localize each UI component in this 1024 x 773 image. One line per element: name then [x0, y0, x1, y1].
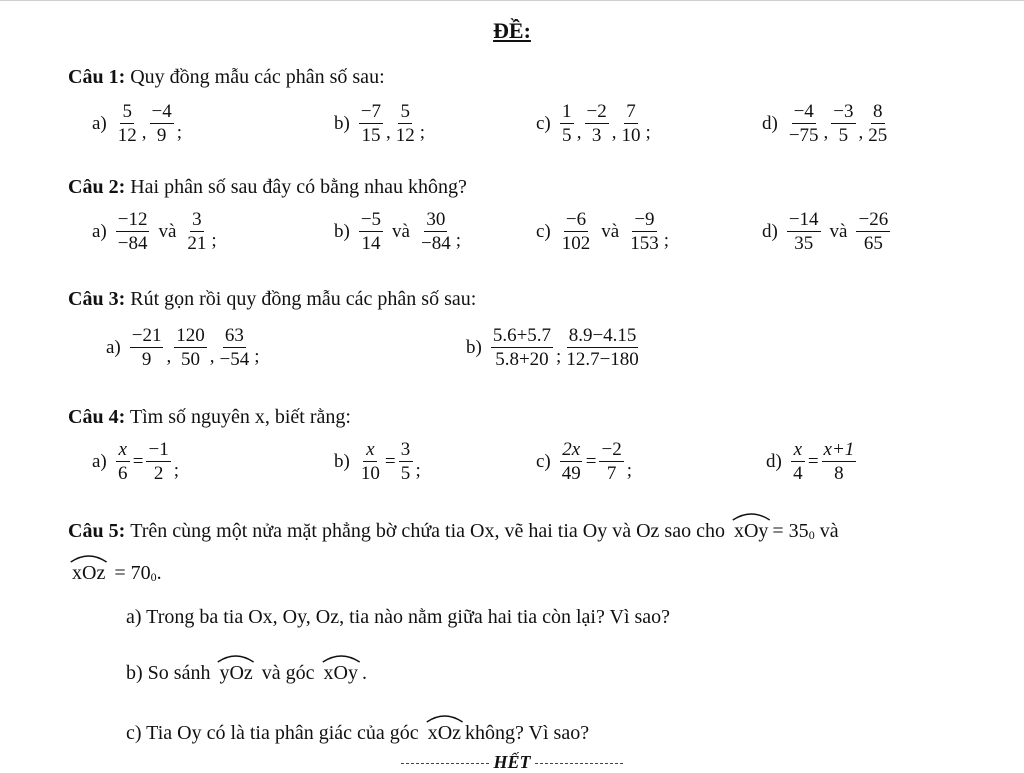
q5-b — [126, 662, 367, 685]
q5-c — [126, 722, 589, 745]
fraction — [791, 440, 805, 484]
q2-a — [92, 206, 219, 258]
fraction-denominator: 12.7−180 — [566, 349, 639, 370]
q1-label: Câu 1: — [68, 66, 126, 88]
q4-label: Câu 4: — [68, 406, 126, 428]
fraction-numerator: −12 — [117, 209, 148, 231]
item-label: b) — [334, 113, 350, 134]
angle-yoz — [217, 662, 254, 685]
fraction-denominator: 15 — [361, 125, 381, 146]
fraction-denominator: 8 — [834, 463, 844, 484]
q2-label: Câu 2: — [68, 176, 126, 198]
q4-text: Tìm số nguyên x, biết rằng: — [129, 406, 351, 428]
q1-c — [536, 98, 653, 150]
terminator: ; — [176, 122, 183, 143]
separator: , — [386, 122, 391, 143]
fraction-numerator: −14 — [788, 209, 819, 231]
item-label: a) — [92, 221, 107, 242]
q5-period: . — [156, 562, 162, 584]
angle-xoz-c-text: xOz — [427, 722, 462, 744]
fraction-numerator: −4 — [151, 101, 172, 123]
fraction-denominator: 49 — [561, 463, 581, 484]
fraction-denominator: −75 — [788, 125, 819, 146]
equals-sign: = — [132, 451, 144, 472]
separator: , — [858, 122, 864, 143]
fraction — [359, 210, 383, 254]
fraction — [419, 210, 453, 254]
q2-text: Hai phân số sau đây có bằng nhau không? — [130, 176, 467, 198]
item-label: b) — [466, 337, 482, 358]
fraction-denominator: 2 — [153, 463, 164, 484]
angle-xoy-text: xOy — [733, 520, 769, 542]
q5-label: Câu 5: — [68, 520, 126, 542]
fraction-numerator: x — [791, 440, 805, 462]
equals-sign: = — [384, 451, 396, 472]
fraction — [560, 210, 593, 254]
terminator: ; — [419, 122, 426, 143]
fraction — [116, 440, 130, 484]
fraction — [564, 326, 640, 370]
q4-a — [92, 436, 181, 488]
fraction-numerator: −21 — [131, 325, 162, 347]
fraction-numerator: −2 — [586, 101, 607, 123]
q5-c-end: không? Vì sao? — [465, 722, 590, 744]
item-label: d) — [766, 451, 782, 472]
item-label: d) — [762, 113, 778, 134]
q4-b — [334, 436, 423, 488]
fraction-numerator: x+1 — [823, 439, 855, 461]
fraction — [399, 440, 413, 484]
q4-c — [536, 436, 634, 488]
item-label: b) — [334, 221, 350, 242]
q3-heading — [68, 288, 476, 311]
fraction — [856, 210, 890, 254]
q3-label: Câu 3: — [68, 288, 126, 310]
fraction — [116, 102, 139, 146]
q2-b — [334, 206, 463, 258]
fraction — [560, 102, 574, 146]
q1-heading — [68, 66, 385, 89]
item-label: b) — [334, 451, 350, 472]
fraction-denominator: 3 — [591, 125, 602, 146]
q5-a: a) Trong ba tia Ox, Oy, Oz, tia nào nằm giữa hai tia còn lại? Vì sao? — [126, 606, 671, 628]
fraction — [831, 102, 855, 146]
fraction-numerator: x — [116, 440, 130, 462]
fraction — [787, 102, 821, 146]
q5-eq2: = 70 — [114, 562, 151, 584]
q2-c — [536, 206, 671, 258]
terminator: ; — [415, 460, 421, 481]
fraction-denominator: 5 — [562, 125, 572, 146]
q3-b — [466, 322, 642, 374]
fraction — [491, 326, 553, 370]
fraction-denominator: 9 — [156, 125, 167, 146]
q5-eq1: = 35 — [772, 520, 809, 542]
item-label: c) — [536, 221, 551, 242]
q4-row — [0, 436, 1024, 488]
q5-text: Trên cùng một nửa mặt phẳng bờ chứa tia Ox, vẽ hai tia Oy và Oz sao cho — [130, 520, 725, 542]
fraction-denominator: 102 — [561, 233, 591, 254]
fraction-denominator: 5.8+20 — [495, 349, 549, 370]
q5-c-prefix: c) Tia Oy có là tia phân giác của góc — [126, 722, 419, 744]
fraction-numerator: 1 — [560, 102, 574, 124]
q5-b-end: . — [362, 662, 367, 684]
fraction — [628, 210, 661, 254]
fraction-denominator: −84 — [420, 233, 451, 254]
fraction-denominator: 7 — [606, 463, 617, 484]
angle-xoz-text: xOz — [72, 562, 106, 584]
q3-a — [106, 322, 261, 374]
connector-word: và — [601, 221, 620, 242]
footer-dash-left — [401, 763, 489, 764]
fraction-numerator: 3 — [190, 210, 204, 232]
q3-text: Rút gọn rồi quy đồng mẫu các phân số sau: — [130, 288, 477, 310]
fraction-numerator: 5.6+5.7 — [492, 325, 552, 347]
fraction-numerator: −1 — [148, 439, 169, 461]
fraction-denominator: 14 — [361, 233, 381, 254]
fraction — [787, 210, 821, 254]
item-label: a) — [92, 113, 107, 134]
fraction-numerator: −7 — [360, 101, 382, 123]
fraction-numerator: −4 — [793, 101, 814, 123]
q5-b-mid: và góc — [261, 662, 315, 684]
terminator: ; — [211, 230, 217, 251]
fraction-denominator: 153 — [630, 233, 659, 254]
footer-dash-right — [535, 763, 623, 764]
fraction-denominator: 12 — [395, 125, 415, 146]
fraction-denominator: 65 — [863, 233, 883, 254]
fraction-denominator: 6 — [118, 463, 128, 484]
item-label: c) — [536, 113, 551, 134]
fraction-denominator: 10 — [360, 463, 380, 484]
q5-line2 — [68, 562, 162, 585]
terminator: ; — [455, 230, 461, 251]
q4-heading — [68, 406, 351, 429]
equals-sign: = — [585, 451, 597, 472]
page-footer — [0, 752, 1024, 773]
fraction — [619, 102, 642, 146]
item-label: a) — [106, 337, 121, 358]
fraction — [130, 326, 164, 370]
fraction-denominator: −54 — [219, 349, 250, 370]
angle-yoz-text: yOz — [219, 662, 253, 684]
q1-d — [762, 98, 890, 150]
fraction — [174, 326, 207, 370]
fraction — [599, 440, 623, 484]
q5-line1 — [68, 520, 839, 543]
angle-xoy — [732, 520, 770, 543]
terminator: ; — [626, 460, 632, 481]
page-edge — [0, 0, 1024, 1]
fraction-numerator: 120 — [176, 325, 205, 347]
fraction-numerator: 63 — [224, 325, 244, 347]
fraction — [150, 102, 174, 146]
separator: , — [823, 122, 829, 143]
fraction — [822, 440, 857, 484]
connector-word: và — [829, 221, 848, 242]
q5-b-prefix: b) So sánh — [126, 662, 211, 684]
fraction-numerator: 5 — [120, 102, 134, 124]
q1-a — [92, 98, 184, 150]
terminator: ; — [645, 122, 651, 143]
fraction-numerator: 2x — [562, 439, 581, 461]
equals-sign: = — [807, 451, 819, 472]
q1-b — [334, 98, 427, 150]
fraction — [146, 440, 170, 484]
fraction-denominator: 5 — [838, 125, 849, 146]
fraction-denominator: 35 — [794, 233, 814, 254]
q4-d — [766, 436, 857, 488]
page-title: ĐỀ: — [493, 18, 531, 43]
fraction — [185, 210, 208, 254]
fraction-denominator: 5 — [400, 463, 411, 484]
fraction-numerator: 8.9−4.15 — [568, 325, 637, 347]
fraction — [560, 440, 583, 484]
fraction-denominator: 10 — [621, 125, 641, 146]
connector-word: và — [158, 221, 177, 242]
fraction — [866, 102, 889, 146]
fraction-numerator: 5 — [398, 102, 412, 124]
fraction — [394, 102, 417, 146]
fraction-denominator: 50 — [180, 349, 200, 370]
terminator: ; — [663, 230, 669, 251]
fraction-numerator: −9 — [634, 209, 655, 231]
q1-text: Quy đồng mẫu các phân số sau: — [130, 66, 385, 88]
fraction — [116, 210, 150, 254]
q5-deg2: 0 — [150, 570, 157, 584]
fraction-denominator: 21 — [187, 233, 207, 254]
fraction-numerator: 7 — [624, 102, 638, 124]
item-label: c) — [536, 451, 551, 472]
fraction-numerator: 30 — [426, 209, 446, 231]
fraction-denominator: 4 — [793, 463, 803, 484]
fraction-numerator: x — [363, 440, 377, 462]
fraction-denominator: 12 — [117, 125, 137, 146]
terminator: ; — [173, 460, 179, 481]
q2-row — [0, 206, 1024, 258]
terminator: ; — [254, 346, 260, 367]
angle-xoy-b — [322, 662, 360, 685]
fraction — [359, 440, 382, 484]
item-label: d) — [762, 221, 778, 242]
fraction — [217, 326, 251, 370]
q5-and: và — [819, 520, 839, 542]
angle-xoz — [70, 562, 107, 585]
q2-d — [762, 206, 891, 258]
fraction-denominator: 9 — [141, 349, 152, 370]
separator: , — [576, 122, 582, 143]
fraction-denominator: 25 — [868, 125, 888, 146]
item-label: a) — [92, 451, 107, 472]
angle-xoy-b-text: xOy — [323, 662, 358, 684]
separator: , — [209, 346, 215, 367]
fraction-numerator: 3 — [399, 440, 413, 462]
fraction-denominator: −84 — [117, 233, 148, 254]
q3-row — [0, 322, 1024, 374]
fraction-numerator: 8 — [871, 102, 885, 124]
q2-heading — [68, 176, 467, 199]
angle-xoz-c — [426, 722, 463, 745]
q5-deg1: 0 — [808, 528, 815, 542]
q1-row — [0, 98, 1024, 150]
fraction-numerator: −2 — [601, 439, 622, 461]
separator: ; — [556, 346, 562, 367]
connector-word: và — [392, 221, 410, 242]
footer-text: HẾT — [493, 752, 531, 772]
fraction — [359, 102, 383, 146]
fraction — [585, 102, 609, 146]
separator: , — [141, 122, 147, 143]
fraction-numerator: −3 — [833, 101, 854, 123]
fraction-numerator: −6 — [565, 209, 587, 231]
separator: , — [166, 346, 172, 367]
fraction-numerator: −5 — [360, 209, 382, 231]
separator: , — [611, 122, 617, 143]
fraction-numerator: −26 — [858, 209, 889, 231]
